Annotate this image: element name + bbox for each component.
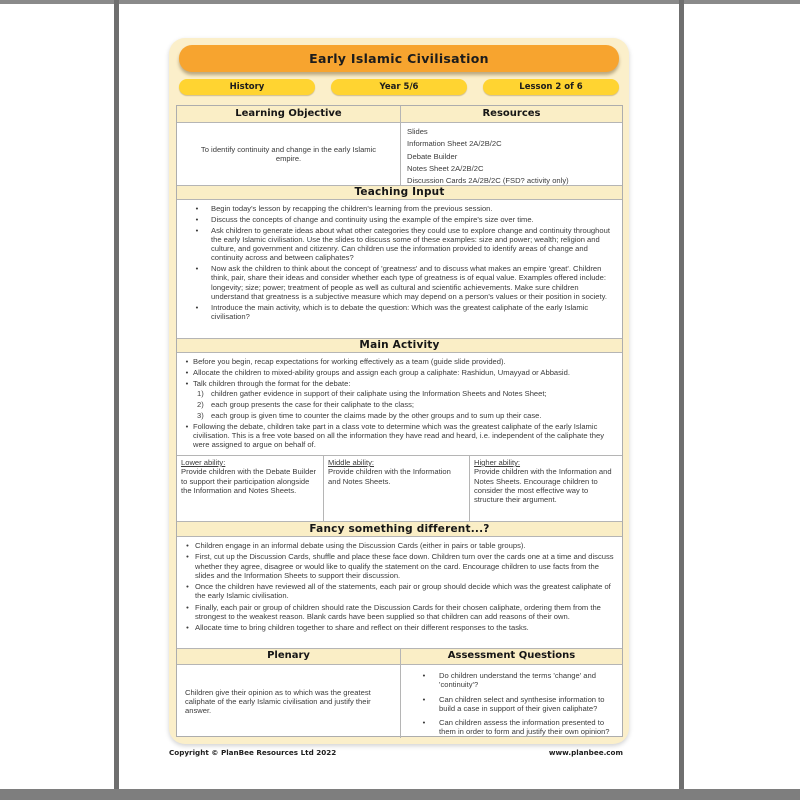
fsd-bullet (183, 623, 616, 632)
meta-pill: Lesson 2 of 6 (483, 79, 619, 95)
teaching-input-bullet (183, 264, 616, 301)
copyright-text: Copyright © PlanBee Resources Ltd 2022 (169, 748, 337, 757)
lesson-title: Early Islamic Civilisation (179, 45, 619, 72)
fsd-bullet (183, 603, 616, 622)
main-activity-item (183, 422, 616, 450)
ability-columns-row (177, 456, 622, 522)
assessment-questions-list (400, 665, 622, 738)
main-activity-item (183, 368, 616, 377)
question-text: Can children assess the information presented to them in order to form and justify their own opinion? (439, 718, 610, 737)
teaching-input-bullet (183, 303, 616, 322)
ability-text: Provide children with the Information and Notes Sheets. Encourage children to consider the most effective way to structure their argument. (474, 467, 612, 504)
bullet-marker: • (185, 378, 189, 388)
bullet-text: Now ask the children to think about the concept of 'greatness' and to discuss what makes an empire 'great'. Children think, pair, share their ideas and consider whether each type of greatness is of equal value. Examples offered include: longevity; size; power; treatment of people as well as cultural and scientific achievements. Make sure children understand that greatness is a subjective measure which may depend on a person's values or their position in society. (211, 264, 607, 301)
resource-item: Debate Builder (407, 151, 458, 161)
lesson-plan-table (176, 105, 623, 737)
bullet-text: Before you begin, recap expectations for working effectively as a team (guide slide provided). (193, 357, 506, 366)
bullet-text: Discuss the concepts of change and continuity using the example of the empire's size over time. (211, 214, 534, 224)
bullet-text: Talk children through the format for the debate: (193, 378, 351, 388)
teaching-input-bullet (183, 226, 616, 263)
bullet-text: Finally, each pair or group of children should rate the Discussion Cards for their chosen caliphate, ordering them from the strongest to the weakest reason. Blank cards have been supplied so that children can add reasons of their own. (195, 602, 601, 621)
page-footer (169, 748, 623, 757)
bullet-marker: • (195, 225, 199, 235)
bullet-marker: 1) (197, 389, 204, 399)
bullet-marker: • (195, 264, 199, 273)
plenary-header: Plenary (177, 649, 400, 664)
bullet-marker: • (185, 367, 189, 377)
meta-pill: History (179, 79, 315, 95)
resource-item: Notes Sheet 2A/2B/2C (407, 163, 484, 173)
viewer-frame-bottom (0, 789, 800, 800)
ability-text: Provide children with the Information and Notes Sheets. (328, 467, 451, 486)
main-activity-item (197, 389, 616, 398)
bullet-text: Once the children have reviewed all of the statements, each pair or group should decide which was the greatest caliphate of the early Islamic civilisation. (195, 582, 611, 601)
bullet-marker: • (422, 718, 426, 727)
viewer-frame-right (679, 0, 684, 789)
ability-column (177, 456, 323, 521)
bullet-marker: • (186, 623, 189, 632)
bullet-marker: • (422, 694, 426, 704)
fsd-bullet (183, 582, 616, 601)
teaching-input-bullet (183, 215, 616, 224)
learning-objective-header: Learning Objective (177, 106, 400, 122)
bullet-marker: • (185, 357, 189, 366)
bullet-marker: • (186, 552, 189, 562)
resource-item: Information Sheet 2A/2B/2C (407, 139, 502, 149)
meta-pill: Year 5/6 (331, 79, 467, 95)
bullet-text: Children engage in an informal debate using the Discussion Cards (either in pairs or table groups). (195, 541, 526, 550)
teaching-input-list (177, 200, 622, 339)
bullet-marker: • (186, 582, 189, 591)
ability-column (469, 456, 622, 521)
resources-list (400, 123, 622, 185)
main-activity-item (197, 400, 616, 409)
bullet-text: Following the debate, children take part in a class vote to determine which was the greatest caliphate of the early Islamic civilisation. This is a free vote based on all the information they have read and heard, i.e. independent of the caliphate they were assigned to argue on behalf of. (193, 421, 605, 449)
objective-resources-header-row (177, 106, 622, 123)
fancy-something-different-header: Fancy something different...? (177, 522, 622, 537)
plenary-assessment-body-row (177, 665, 622, 738)
bullet-text: children gather evidence in support of their caliphate using the Information Sheets and Notes Sheet; (211, 389, 547, 399)
bullet-marker: 3) (197, 410, 204, 420)
resource-item: Discussion Cards 2A/2B/2C (FSD? activity only) (407, 176, 569, 186)
teaching-input-bullet (183, 204, 616, 213)
bullet-marker: • (195, 204, 199, 213)
question-text: Can children select and synthesise information to build a case in support of their given caliphate? (439, 694, 605, 713)
main-activity-list (177, 353, 622, 456)
main-activity-item (183, 379, 616, 388)
fsd-bullet (183, 541, 616, 550)
meta-pill-row (179, 79, 619, 95)
bullet-marker: • (185, 421, 189, 431)
teaching-input-header: Teaching Input (177, 186, 622, 200)
ability-title: Higher ability: (474, 458, 521, 467)
ability-title: Middle ability: (328, 458, 375, 467)
ability-title: Lower ability: (181, 458, 226, 467)
learning-objective-text: To identify continuity and change in the early Islamic empire. (200, 144, 377, 163)
bullet-marker: • (422, 671, 426, 680)
lesson-plan-card (169, 38, 629, 744)
main-activity-item (183, 357, 616, 366)
assessment-question (407, 718, 616, 737)
ability-column (323, 456, 469, 521)
fsd-bullet (183, 552, 616, 580)
assessment-question (407, 695, 616, 714)
assessment-question (407, 671, 616, 690)
main-activity-item (197, 411, 616, 420)
website-text: www.planbee.com (548, 748, 623, 757)
bullet-marker: 2) (197, 400, 204, 409)
bullet-text: Begin today's lesson by recapping the children's learning from the previous session. (211, 204, 493, 213)
ability-text: Provide children with the Debate Builder to support their participation alongside the Information and Notes Sheets. (181, 467, 317, 495)
bullet-text: Allocate the children to mixed-ability groups and assign each group a caliphate: Rashidun, Umayyad or Abbasid. (193, 367, 570, 377)
bullet-text: each group is given time to counter the claims made by the other groups and to sum up their case. (211, 410, 542, 420)
bullet-text: each group presents the case for their caliphate to the class; (211, 400, 415, 409)
document-page (119, 4, 679, 789)
assessment-questions-header: Assessment Questions (400, 649, 622, 664)
bullet-marker: • (195, 302, 199, 312)
fancy-something-different-list (177, 537, 622, 649)
resource-item: Slides (407, 127, 428, 136)
question-text: Do children understand the terms 'change' and 'continuity'? (439, 671, 596, 690)
bullet-text: Introduce the main activity, which is to debate the question: Which was the greatest caliphate of the early Islamic civilisation? (211, 302, 589, 321)
plenary-text: Children give their opinion as to which was the greatest caliphate of the early Islamic civilisation and justify their answer. (185, 687, 371, 716)
bullet-marker: • (186, 602, 189, 612)
resources-header: Resources (400, 106, 622, 122)
bullet-marker: • (195, 214, 199, 224)
objective-resources-body-row (177, 123, 622, 186)
main-activity-header: Main Activity (177, 339, 622, 353)
bullet-marker: • (186, 541, 189, 550)
bullet-text: First, cut up the Discussion Cards, shuffle and place these face down. Children turn over the cards one at a time and discuss whether they agree, disagree or would like to qualify the statement on the card. Encourage children to use facts from the slides and the Information Sheets to support their discussion. (195, 552, 614, 580)
plenary-assessment-header-row (177, 649, 622, 665)
bullet-text: Allocate time to bring children together to share and reflect on their different responses to the tasks. (195, 623, 529, 632)
bullet-text: Ask children to generate ideas about what other categories they could use to explore change and continuity throughout the early Islamic civilisation. Use the slides to discuss some of these examples: size and power; wealth; religion and culture, and government and citizenry. Can children use the information provided to identify areas of change and continuity across and between caliphates? (211, 225, 610, 263)
